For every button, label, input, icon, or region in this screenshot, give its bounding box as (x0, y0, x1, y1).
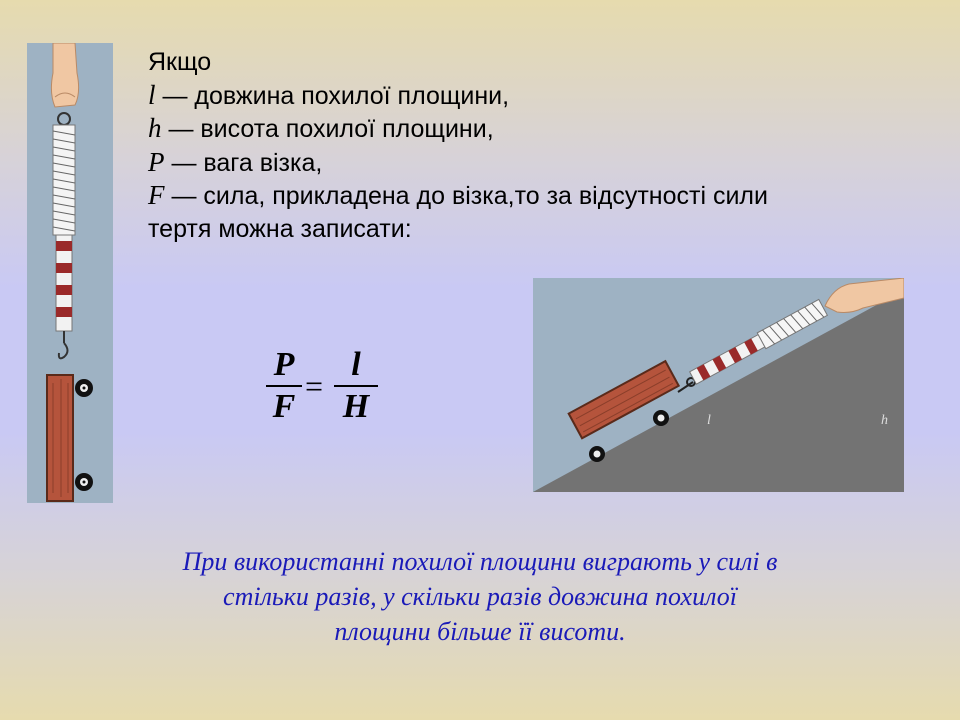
left-fraction (266, 346, 302, 426)
conclusion-text (60, 544, 900, 649)
definition-f-text: — сила, прикладена до візка,то за відсутності сили (164, 182, 768, 210)
conclusion-line-3: площини більше її висоти. (334, 617, 626, 646)
definition-l-text: — довжина похилої площини, (155, 81, 510, 110)
conclusion-line-1: При використанні похилої площини виграють у силі в (182, 547, 778, 576)
right-fraction (334, 346, 378, 426)
intro-line: Якщо (148, 48, 212, 76)
definition-h (148, 112, 938, 146)
inclined-plane-cart-icon (533, 278, 904, 492)
definitions-text (148, 46, 938, 245)
ratio-formula (262, 346, 382, 436)
right-numerator: l (351, 346, 361, 383)
definition-p (148, 146, 938, 180)
inclined-plane-illustration (533, 278, 904, 492)
right-denominator: H (342, 388, 370, 425)
definition-f (148, 179, 938, 213)
symbol-f: F (148, 180, 165, 210)
definition-p-text: — вага візка, (164, 148, 323, 177)
vertical-lift-illustration (27, 43, 113, 503)
left-denominator: F (272, 388, 296, 425)
length-label: l (707, 413, 711, 428)
left-fraction-bar (266, 385, 302, 387)
symbol-p: P (148, 146, 165, 177)
left-numerator: P (273, 346, 295, 383)
definition-l (148, 79, 938, 113)
height-label: h (881, 413, 888, 428)
equals-sign: = (305, 368, 324, 404)
definition-h-text: — висота похилої площини, (161, 115, 494, 143)
right-fraction-bar (334, 385, 378, 387)
continuation-line: тертя можна записати: (148, 214, 412, 243)
symbol-l: l (148, 79, 156, 110)
conclusion-line-2: стільки разів, у скільки разів довжина похилої (223, 582, 737, 611)
symbol-h: h (148, 113, 162, 143)
hand-spring-scale-cart-icon (27, 43, 113, 503)
